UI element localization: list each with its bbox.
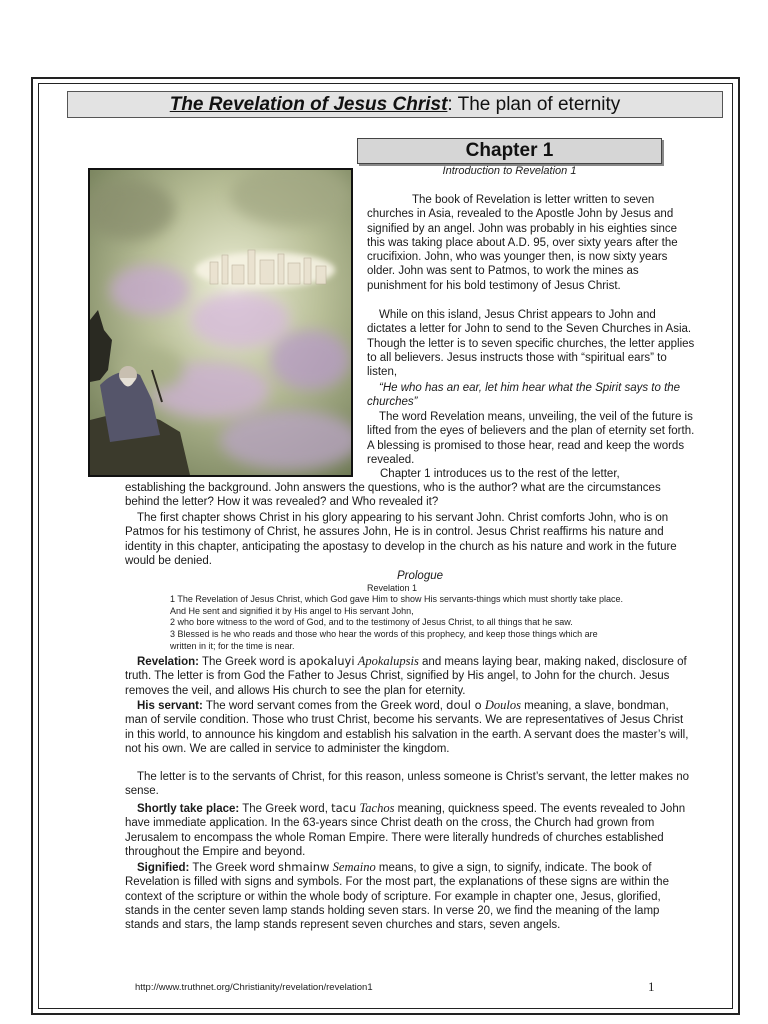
paragraph-chapter-intro-rest: establishing the background. John answers the questions, who is the author? what are the circumstances behind the letter? How it was revealed? and Who revealed it? (125, 482, 661, 509)
translit-tachos: Tachos (359, 801, 395, 815)
paragraph-first-chapter: The first chapter shows Christ in his glory appearing to his servant John. Christ comforts John, who is on Patmos for his testimony of Christ, he assures John, He is in control. Jesus Christ reaffirms his nature and identity in this chapter, anticipating the apostasy to develop in the church as his nature and work in the future would be denied. (125, 512, 677, 567)
paragraph-chapter-intro-start: Chapter 1 introduces us to the rest of the letter, (380, 468, 620, 480)
chapter-subtitle: Introduction to Revelation 1 (442, 165, 577, 177)
verse-3: 3 Blessed is he who reads and those who hear the words of this prophecy, and keep those things which are written in it; for the time is near. (170, 629, 598, 651)
page-title (67, 91, 723, 118)
term-revelation-pre: The Greek word is (199, 656, 300, 668)
paragraph-island: While on this island, Jesus Christ appears to John and dictates a letter for John to send to the Seven Churches in Asia. Though the letter is to seven specific churches, the letter applies to all believers. Jesus instructs those with “spiritual ears” to listen, (367, 309, 695, 379)
term-signified-post: means, to give a sign, to signify, indicate. The book of Revelation is filled with signs and symbols. For the most part, the explanations of these signs are within the context of the scripture or within the whole body of scripture. For example in chapter one, Jesus, glorified, stands in the center seven lamp stands holding seven stars. In verse 20, we find the meaning of the lamp stands and stars, the lamp stands represent seven churches and stars, seven angels. (125, 862, 669, 932)
chapter-heading: Chapter 1 (357, 138, 662, 164)
quote-text: “He who has an ear, let him hear what the Spirit says to the churches” (367, 382, 681, 409)
term-signified-pre: The Greek word (189, 862, 279, 874)
paragraph-intro: The book of Revelation is letter written to seven churches in Asia, revealed to the Apostle John by Jesus and signified by an angel. John was probably in his eighties since this was taking place about A.D. 95, over sixty years after the crucifixion. John, who was younger then, is now sixty years older. John was sent to Patmos, to work the mines as punishment for his bold testimony of Jesus Christ. (367, 194, 678, 292)
term-servant-post: meaning, a slave, bondman, man of servile condition. Those who trust Christ, become his servants. We are representatives of Jesus Christ in this world, to announce his kingdom and establish his salvation in the earth. A servant does the master’s will, not his own. We are called in service to administer the kingdom. (125, 700, 689, 755)
prologue-reference: Revelation 1 (367, 583, 418, 593)
greek-apokaluyi: apokaluyi (299, 654, 355, 668)
term-shortly-post: meaning, quickness speed. The events revealed to John have immediate application. In the 63-years since Christ death on the cross, the Church had grown from Jerusalem to encompass the whole Roman Empire. There were literally hundreds of churches established throughout the Empire and beyond. (125, 803, 686, 858)
greek-doulo: doul o (446, 698, 482, 712)
greek-shmainw: shmainw (278, 860, 330, 874)
translit-semaino: Semaino (332, 860, 376, 874)
term-signified (125, 860, 690, 932)
term-servant (125, 698, 690, 756)
paragraph-servant-note: The letter is to the servants of Christ, for this reason, unless someone is Christ’s servant, the letter makes no sense. (125, 771, 690, 798)
term-signified-label: Signified: (137, 862, 190, 874)
page-number: 1 (648, 979, 655, 994)
paragraph-revelation-meaning: The word Revelation means, unveiling, the veil of the future is lifted from the eyes of believers and the plan of eternity set forth. A blessing is promised to those hear, read and keep the words revealed. (367, 411, 695, 466)
term-shortly (125, 801, 690, 859)
prologue-heading: Prologue (396, 570, 444, 582)
john-on-patmos-illustration (88, 168, 353, 477)
translit-apokalupsis: Apokalupsis (357, 654, 419, 668)
term-shortly-label: Shortly take place: (137, 803, 240, 815)
term-servant-pre: The word servant comes from the Greek word, (202, 700, 447, 712)
verse-2: 2 who bore witness to the word of God, and to the testimony of Jesus Christ, to all things that he saw. (170, 617, 573, 627)
title-sub: The plan of eternity (452, 94, 621, 115)
title-colon: : (447, 94, 453, 115)
greek-tacu: tacu (331, 801, 357, 815)
title-main: The Revelation of Jesus Christ (169, 94, 448, 115)
verse-1: 1 The Revelation of Jesus Christ, which God gave Him to show His servants-things which must shortly take place. And He sent and signified it by His angel to His servant John, (170, 594, 624, 616)
term-revelation (125, 654, 690, 698)
paragraph-quote (367, 381, 697, 410)
term-shortly-pre: The Greek word, (239, 803, 332, 815)
term-revelation-label: Revelation: (137, 656, 199, 668)
term-servant-label: His servant: (137, 700, 203, 712)
translit-doulos: Doulos (484, 698, 521, 712)
footer-url: http://www.truthnet.org/Christianity/revelation/revelation1 (135, 982, 373, 993)
term-revelation-post: and means laying bear, making naked, disclosure of truth. The letter is from God the Father to Jesus Christ, signified by His angel, to John for the church. Jesus removes the veil, and allows His church to see the plan for eternity. (125, 656, 687, 697)
